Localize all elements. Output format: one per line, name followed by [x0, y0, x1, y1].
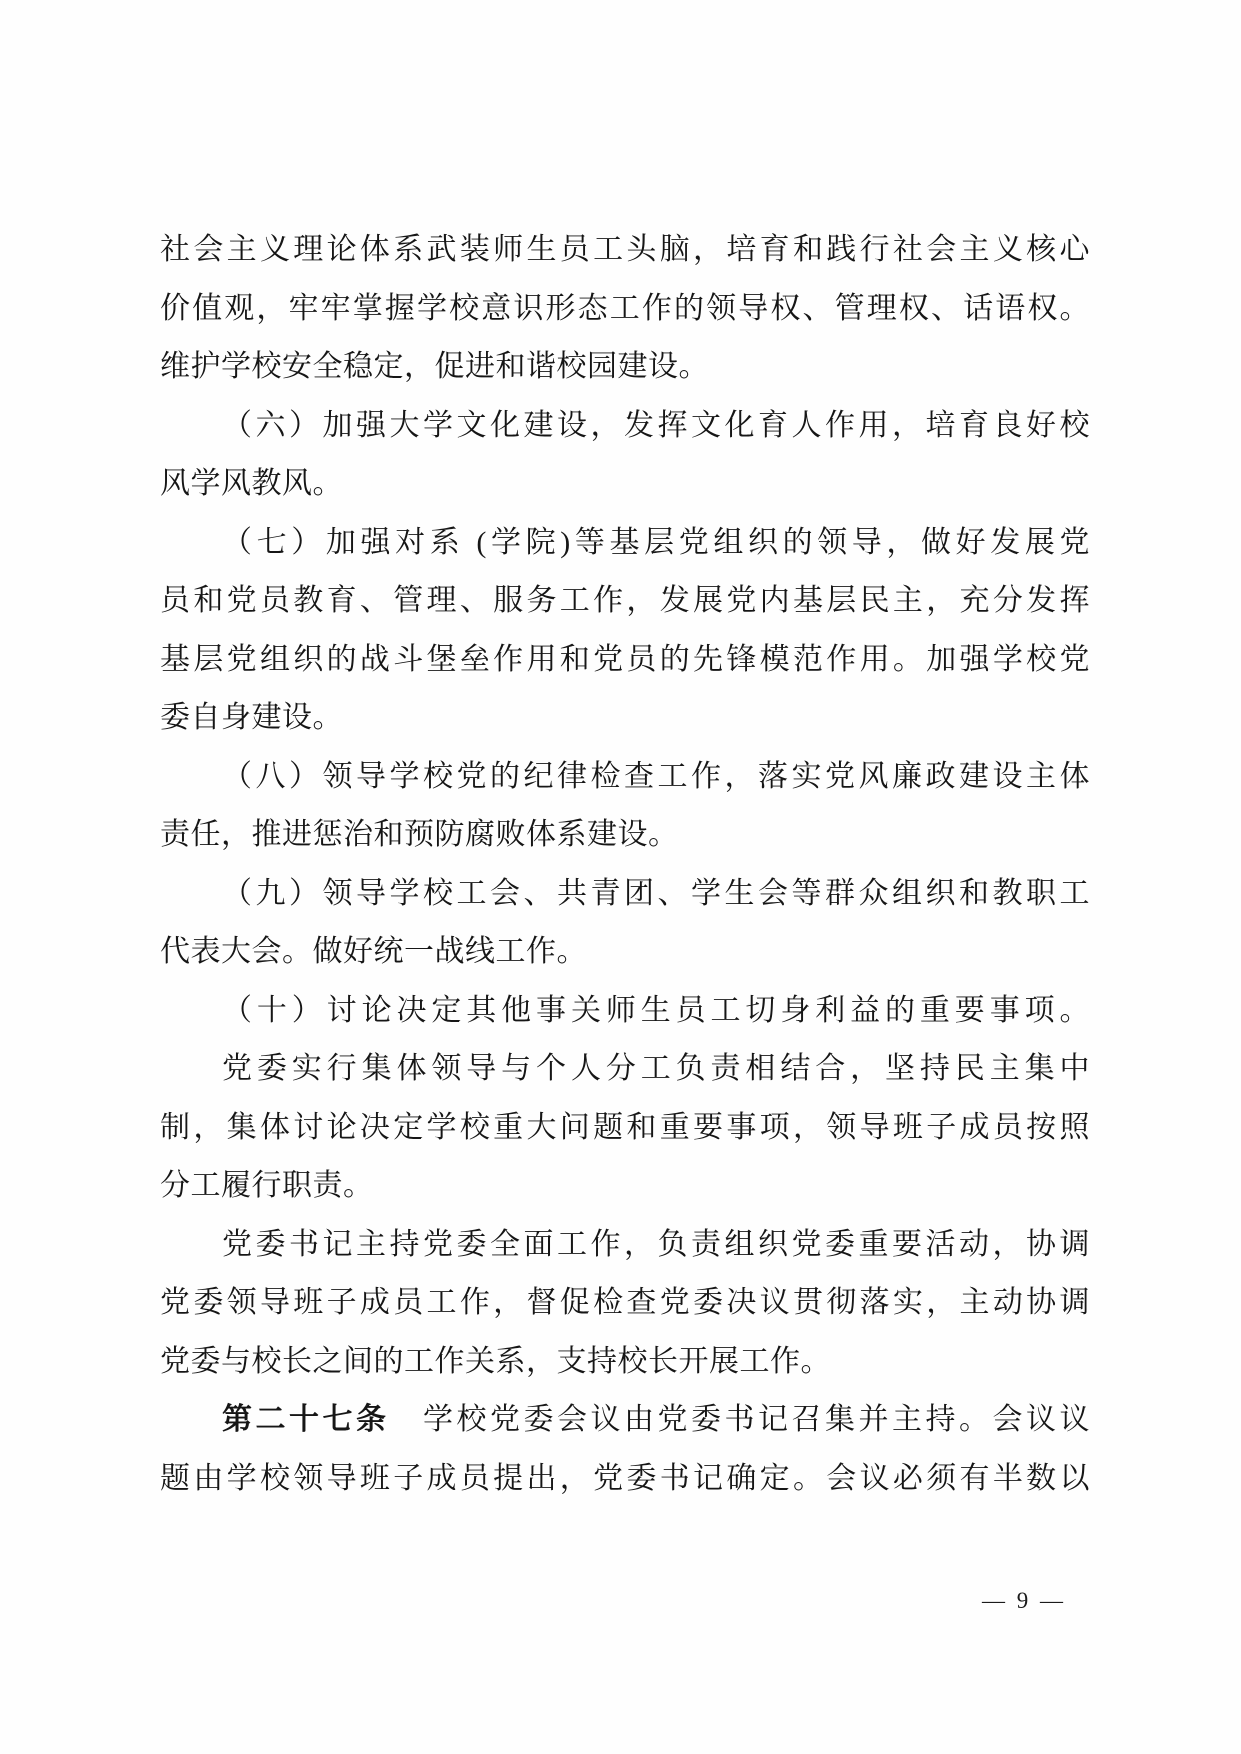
text-line: 党委实行集体领导与个人分工负责相结合，坚持民主集中 — [222, 1052, 1090, 1085]
text-line: （七）加强对系 (学院)等基层党组织的领导，做好发展党 — [222, 525, 1090, 559]
text-line: 基层党组织的战斗堡垒作用和党员的先锋模范作用。加强学校党 — [160, 642, 1090, 676]
article-number: 第二十七条 — [222, 1403, 390, 1436]
text-line: 制，集体讨论决定学校重大问题和重要事项，领导班子成员按照 — [160, 1110, 1090, 1144]
text-line: 党委领导班子成员工作，督促检查党委决议贯彻落实，主动协调 — [160, 1286, 1090, 1319]
text-line: 员和党员教育、管理、服务工作，发展党内基层民主，充分发挥 — [160, 584, 1090, 617]
text-line: 责任，推进惩治和预防腐败体系建设。 — [160, 818, 679, 851]
text-line: （九）领导学校工会、共青团、学生会等群众组织和教职工 — [222, 876, 1090, 910]
text-line: （六）加强大学文化建设，发挥文化育人作用，培育良好校 — [222, 408, 1090, 442]
text-line: 委自身建设。 — [160, 701, 343, 734]
article-title-text: 学校党委会议由党委书记召集并主持。会议议 — [389, 1403, 1090, 1436]
document-body — [160, 221, 1090, 1508]
page-number: — 9 — — [982, 1588, 1066, 1613]
text-line: （八）领导学校党的纪律检查工作，落实党风廉政建设主体 — [222, 759, 1090, 793]
text-line: 分工履行职责。 — [160, 1169, 374, 1202]
text-line: 价值观，牢牢掌握学校意识形态工作的领导权、管理权、话语权。 — [160, 291, 1090, 325]
text-line: 代表大会。做好统一战线工作。 — [160, 935, 587, 968]
text-line: 党委与校长之间的工作关系，支持校长开展工作。 — [160, 1344, 831, 1378]
text-line — [160, 1391, 1090, 1450]
text-line: 党委书记主持党委全面工作，负责组织党委重要活动，协调 — [222, 1227, 1090, 1261]
text-line: 社会主义理论体系武装师生员工头脑，培育和践行社会主义核心 — [160, 233, 1090, 266]
text-line: 题由学校领导班子成员提出，党委书记确定。会议必须有半数以 — [160, 1461, 1090, 1495]
text-line: 维护学校安全稳定，促进和谐校园建设。 — [160, 350, 709, 383]
text-line: （十）讨论决定其他事关师生员工切身利益的重要事项。 — [222, 993, 1090, 1027]
text-line: 风学风教风。 — [160, 467, 343, 500]
